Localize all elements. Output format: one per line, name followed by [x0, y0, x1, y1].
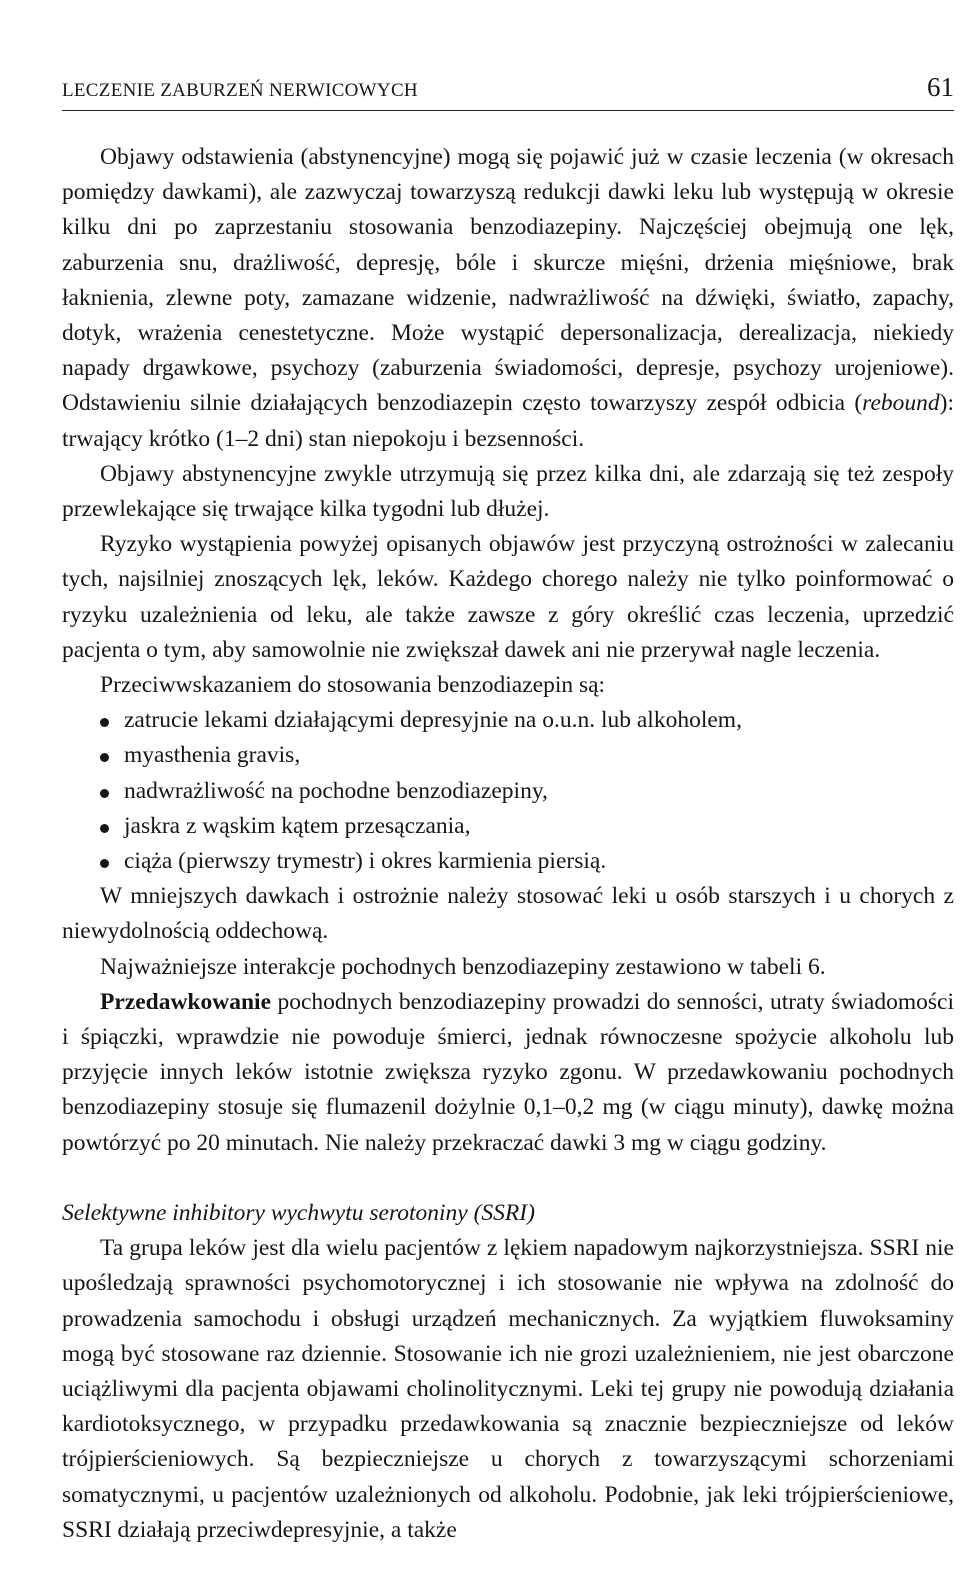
bullet-icon: [100, 753, 109, 762]
overdose-term: Przedawkowanie: [100, 988, 272, 1015]
list-item-text: jaskra z wąskim kątem przesączania,: [124, 812, 471, 839]
list-item-text: zatrucie lekami działającymi depresyjnie na o.u.n. lub alkoholem,: [124, 707, 742, 734]
paragraph-text: Objawy odstawienia (abstynencyjne) mogą się pojawić już w czasie leczenia (w okresach pomiędzy dawkami), ale zazwyczaj towarzyszą redukcji dawki leku lub występują w okresie kilku dni po zaprzestaniu stosowania benzodiazepiny. Najczęściej obejmują one lęk, zaburzenia snu, drażliwość, depresję, bóle i skurcze mięśni, drżenia mięśniowe, brak łaknienia, zlewne poty, zamazane widzenie, nadwrażliwość na dźwięki, światło, zapachy, dotyk, wrażenia cenestetyczne. Może wystąpić depersonalizacja, derealizacja, niekiedy napady drgawkowe, psychozy (zaburzenia świadomości, depresje, psychozy urojeniowe). Odstawieniu silnie działających benzodiazepin często towarzyszy zespół odbicia (: [62, 144, 954, 417]
contraindications-list: [62, 703, 954, 879]
paragraph-risk-caution: Ryzyko wystąpienia powyżej opisanych objawów jest przyczyną ostrożności w zalecaniu tych, najsilniej znoszących lęk, leków. Każdego chorego należy nie tylko poinformować o ryzyku uzależnienia od leku, ale także zawsze z góry określić czas leczenia, uprzedzić pacjenta o tym, aby samowolnie nie zwiększał dawek ani nie przerywał nagle leczenia.: [62, 531, 954, 663]
paragraph-contraindications-intro: Przeciwwskazaniem do stosowania benzodiazepin są:: [100, 672, 606, 699]
paragraph-ssri: Ta grupa leków jest dla wielu pacjentów z lękiem napadowym najkorzystniejsza. SSRI nie upośledzają sprawności psychomotorycznej i ich stosowanie nie wpływa na zdolność do prowadzenia samochodu i obsługi urządzeń mechanicznych. Za wyjątkiem fluwoksaminy mogą być stosowane raz dziennie. Stosowanie ich nie grozi uzależnieniem, nie jest obarczone uciążliwymi dla pacjenta objawami cholinolitycznymi. Leki tej grupy nie powodują działania kardiotoksycznego, w przypadku przedawkowania są znacznie bezpieczniejsze od leków trójpierścieniowych. Są bezpieczniejsze u chorych z towarzyszącymi schorzeniami somatycznymi, u pacjentów uzależnionych od alkoholu. Podobnie, jak leki trójpierścieniowe, SSRI działają przeciwdepresyjnie, a także: [62, 1235, 954, 1543]
list-item: [62, 809, 954, 844]
section-heading-ssri: Selektywne inhibitory wychwytu serotoniny (SSRI): [62, 1199, 535, 1226]
list-item: [62, 844, 954, 879]
bullet-icon: [100, 824, 109, 833]
paragraph-withdrawal-symptoms: [62, 140, 954, 457]
paragraph-elderly-dosing: W mniejszych dawkach i ostrożnie należy stosować leki u osób starszych i u chorych z niewydolnością oddechową.: [62, 883, 954, 945]
bullet-icon: [100, 718, 109, 727]
paragraph-withdrawal-duration: Objawy abstynencyjne zwykle utrzymują się przez kilka dni, ale zdarzają się też zespoły przewlekające się trwające kilka tygodni lub dłużej.: [62, 460, 954, 523]
list-item: [62, 738, 954, 773]
page-header: [62, 70, 954, 111]
paragraph-text: pochodnych benzodiazepiny prowadzi do senności, utraty świadomości i śpiączki, wprawdzie nie powoduje śmierci, jednak równoczesne spożycie alkoholu lub przyjęcie innych leków istotnie zwiększa ryzyko zgonu. W przedawkowaniu pochodnych benzodiazepiny stosuje się flumazenil dożylnie 0,1–0,2 mg (w ciągu minuty), dawkę można powtórzyć po 20 minutach. Nie należy przekraczać dawki 3 mg w ciągu godziny.: [62, 988, 954, 1156]
list-item-text: nadwrażliwość na pochodne benzodiazepiny,: [124, 777, 548, 804]
paragraph-interactions: Najważniejsze interakcje pochodnych benzodiazepiny zestawiono w tabeli 6.: [100, 953, 826, 980]
list-item-text: ciąża (pierwszy trymestr) i okres karmienia piersią.: [124, 848, 607, 875]
bullet-icon: [100, 789, 109, 798]
paragraph-overdose: [62, 985, 954, 1161]
page-body: [62, 140, 954, 1548]
bullet-icon: [100, 859, 109, 868]
page-number: 61: [927, 72, 954, 102]
list-item-text: myasthenia gravis,: [124, 742, 301, 769]
list-item: [62, 774, 954, 809]
paragraph-text-continued: ): trwający krótko (1–2 dni) stan niepokoju i bezsenności.: [62, 390, 954, 452]
rebound-term: rebound: [862, 390, 940, 417]
list-item: [62, 703, 954, 738]
running-head: LECZENIE ZABURZEŃ NERWICOWYCH: [62, 80, 418, 101]
